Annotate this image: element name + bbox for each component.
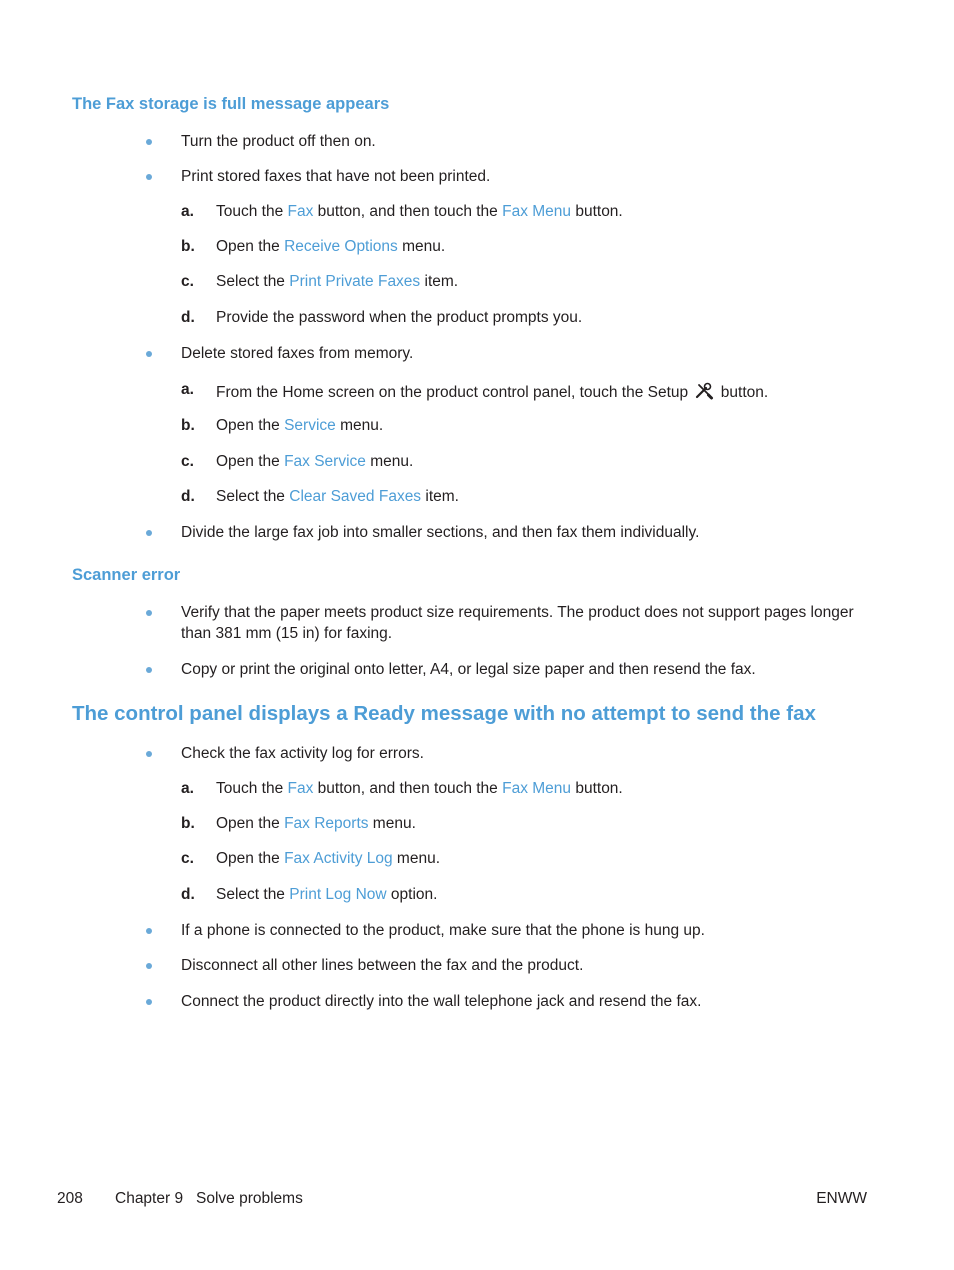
bullet-marker	[146, 351, 152, 357]
step-text	[216, 381, 768, 402]
step-text-part: button.	[716, 384, 769, 401]
step-text-part: button, and then touch the	[313, 780, 503, 797]
service-menu-link[interactable]: Service	[284, 417, 336, 434]
step-text-part: Open the	[216, 815, 285, 832]
step-text: Provide the password when the product prompts you.	[216, 309, 583, 326]
step-letter: a.	[181, 780, 194, 797]
step-text-part: button.	[571, 780, 623, 797]
step-text-part: Touch the	[216, 203, 288, 220]
step-text	[216, 203, 623, 221]
step-letter: d.	[181, 886, 195, 903]
setup-icon	[694, 381, 714, 401]
step-text	[216, 850, 440, 868]
step-text-part: item.	[420, 273, 459, 290]
step-text-part: Select the	[216, 886, 290, 903]
fax-activity-log-link[interactable]: Fax Activity Log	[284, 850, 393, 867]
step-text-part: button.	[571, 203, 623, 220]
bullet-marker	[146, 963, 152, 969]
heading-ready-no-send: The control panel displays a Ready message with no attempt to send the fax	[72, 702, 816, 725]
step-text-part: button, and then touch the	[313, 203, 503, 220]
fax-service-link[interactable]: Fax Service	[284, 453, 366, 470]
step-text-part: Open the	[216, 417, 285, 434]
step-text-part: menu.	[365, 453, 414, 470]
step-text-part: menu.	[335, 417, 384, 434]
bullet-marker	[146, 667, 152, 673]
step-text	[216, 238, 445, 256]
list-item: If a phone is connected to the product, make sure that the phone is hung up.	[181, 922, 705, 939]
clear-saved-faxes-link[interactable]: Clear Saved Faxes	[289, 488, 422, 505]
fax-button-link[interactable]: Fax	[287, 203, 314, 220]
step-letter: d.	[181, 488, 195, 505]
print-private-faxes-link[interactable]: Print Private Faxes	[289, 273, 421, 290]
step-letter: c.	[181, 273, 194, 290]
step-text	[216, 488, 459, 506]
step-text-part: Select the	[216, 273, 290, 290]
step-text	[216, 453, 413, 471]
bullet-marker	[146, 999, 152, 1005]
bullet-marker	[146, 530, 152, 536]
fax-menu-button-link[interactable]: Fax Menu	[502, 780, 572, 797]
list-item: Disconnect all other lines between the fax and the product.	[181, 957, 584, 974]
step-text-part: From the Home screen on the product control panel, touch the Setup	[216, 384, 693, 401]
list-item: Divide the large fax job into smaller sections, and then fax them individually.	[181, 524, 700, 541]
step-text-part: Touch the	[216, 780, 288, 797]
fax-menu-button-link[interactable]: Fax Menu	[502, 203, 572, 220]
receive-options-link[interactable]: Receive Options	[284, 238, 398, 255]
step-letter: b.	[181, 238, 195, 255]
print-log-now-link[interactable]: Print Log Now	[289, 886, 387, 903]
list-item: Print stored faxes that have not been printed.	[181, 168, 491, 185]
step-letter: a.	[181, 381, 194, 398]
step-letter: c.	[181, 453, 194, 470]
heading-fax-storage-full: The Fax storage is full message appears	[72, 95, 390, 113]
list-item: Check the fax activity log for errors.	[181, 745, 424, 762]
step-text-part: Open the	[216, 238, 285, 255]
step-text-part: Select the	[216, 488, 290, 505]
page-number: 208	[57, 1190, 83, 1207]
bullet-marker	[146, 751, 152, 757]
heading-scanner-error: Scanner error	[72, 566, 181, 584]
list-item: Copy or print the original onto letter, A4, or legal size paper and then resend the fax.	[181, 661, 756, 678]
chapter-title: Chapter 9 Solve problems	[115, 1190, 303, 1207]
list-item: Verify that the paper meets product size requirements. The product does not support pages longer than 381 mm (15 in) for faxing.	[181, 604, 854, 642]
step-letter: a.	[181, 203, 194, 220]
step-text	[216, 886, 437, 904]
step-text-part: menu.	[397, 238, 446, 255]
step-text-part: Open the	[216, 453, 285, 470]
step-text-part: option.	[386, 886, 438, 903]
step-text	[216, 273, 458, 291]
bullet-marker	[146, 139, 152, 145]
bullet-marker	[146, 174, 152, 180]
list-item: Turn the product off then on.	[181, 133, 376, 150]
step-text-part: Open the	[216, 850, 285, 867]
fax-reports-link[interactable]: Fax Reports	[284, 815, 369, 832]
bullet-marker	[146, 610, 152, 616]
step-letter: b.	[181, 417, 195, 434]
step-text-part: item.	[421, 488, 459, 505]
step-text-part: menu.	[368, 815, 416, 832]
step-letter: b.	[181, 815, 195, 832]
fax-button-link[interactable]: Fax	[287, 780, 314, 797]
step-text	[216, 417, 383, 435]
list-item: Connect the product directly into the wall telephone jack and resend the fax.	[181, 993, 702, 1010]
bullet-marker	[146, 928, 152, 934]
step-text-part: menu.	[392, 850, 441, 867]
step-text	[216, 815, 416, 833]
step-letter: d.	[181, 309, 195, 326]
step-letter: c.	[181, 850, 194, 867]
step-text	[216, 780, 623, 798]
footer-edition: ENWW	[816, 1190, 867, 1207]
list-item: Delete stored faxes from memory.	[181, 345, 414, 362]
